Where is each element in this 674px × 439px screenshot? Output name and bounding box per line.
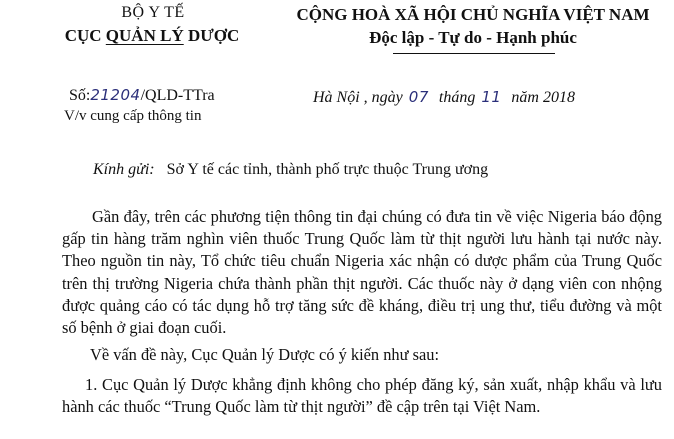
national-motto: Độc lập - Tự do - Hạnh phúc bbox=[369, 28, 577, 47]
salutation-label: Kính gửi: bbox=[93, 161, 155, 178]
body-paragraph-2: Về vấn đề này, Cục Quản lý Dược có ý kiến như sau: bbox=[90, 345, 439, 364]
document-number-label: Số: bbox=[69, 87, 91, 104]
issuing-ministry: BỘ Y TẾ bbox=[121, 4, 185, 21]
dateline bbox=[313, 88, 575, 107]
national-title: CỘNG HOÀ XÃ HỘI CHỦ NGHĨA VIỆT NAM bbox=[296, 5, 650, 24]
issuing-agency-prefix: CỤC bbox=[64, 26, 106, 45]
dateline-year: năm 2018 bbox=[511, 89, 575, 106]
body-paragraph-3: 1. Cục Quản lý Dược khẳng định không cho phép đăng ký, sản xuất, nhập khẩu và lưu hành các thuốc “Trung Quốc làm từ thịt người” đề cập trên tại Việt Nam. bbox=[62, 375, 662, 417]
salutation bbox=[93, 161, 488, 179]
salutation-recipient: Sở Y tế các tỉnh, thành phố trực thuộc Trung ương bbox=[166, 161, 489, 178]
body-paragraph-1: Gần đây, trên các phương tiện thông tin đại chúng có đưa tin về việc Nigeria báo động gấp tin hàng trăm nghìn viên thuốc Trung Quốc làm từ thịt người lưu hành tại nước này. Theo nguồn tin này, Tổ chức tiêu chuẩn Nigeria xác nhận có dược phẩm của Trung Quốc trên thị trường Nigeria chứa thành phần thịt người. Các thuốc này ở dạng viên con nhộng được quảng cáo có tác dụng hỗ trợ tăng sức đề kháng, điều trị ung thư, tiểu đường và một số bệnh ở giai đoạn cuối. bbox=[62, 207, 662, 338]
document-subject: V/v cung cấp thông tin bbox=[64, 108, 202, 124]
dateline-month: 11 bbox=[481, 88, 502, 106]
issuing-agency-suffix: DƯỢC bbox=[183, 26, 240, 45]
issuing-agency bbox=[52, 26, 252, 46]
dateline-place: Hà Nội , ngày bbox=[313, 89, 403, 106]
document-number-handwritten: 21204 bbox=[90, 86, 141, 104]
dateline-day: 07 bbox=[408, 88, 429, 106]
dateline-month-label: tháng bbox=[438, 89, 476, 106]
document-number bbox=[69, 86, 215, 105]
document-number-suffix: /QLD-TTra bbox=[140, 87, 215, 104]
issuing-agency-underlined: QUẢN LÝ bbox=[105, 26, 184, 45]
motto-underline bbox=[393, 53, 555, 54]
